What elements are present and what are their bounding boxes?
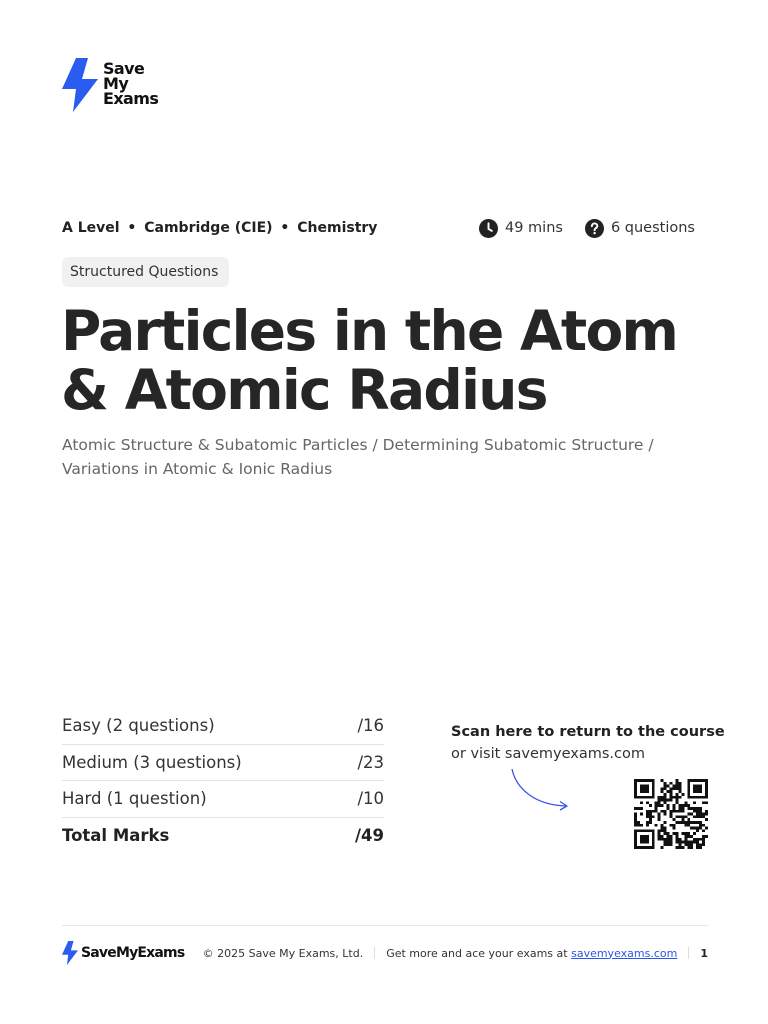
curved-arrow-icon: [508, 766, 574, 814]
time-label: 49 mins: [504, 220, 563, 236]
breadcrumb-subject: Chemistry: [297, 220, 378, 236]
breadcrumb-level: A Level: [62, 220, 120, 236]
qr-code[interactable]: [634, 779, 708, 849]
title-line: Particles in the Atom: [61, 299, 678, 363]
marks-label: Easy (2 questions): [62, 716, 215, 736]
brand-name-line: My: [103, 74, 129, 93]
brand-logo: [62, 58, 158, 112]
marks-row-easy: [62, 708, 384, 745]
marks-value: /10: [357, 789, 384, 809]
marks-row-hard: [62, 781, 384, 818]
breadcrumb-separator: •: [280, 220, 290, 236]
footer-brand-name: SaveMyExams: [81, 945, 185, 961]
clock-icon: [479, 219, 498, 238]
copyright-text: © 2025 Save My Exams, Ltd.: [202, 946, 364, 960]
lightning-bolt-icon: [62, 58, 98, 112]
brand-name-line: Exams: [103, 89, 159, 108]
breadcrumb-board: Cambridge (CIE): [144, 220, 273, 236]
footer-separator: [374, 947, 375, 959]
question-mark-icon: [585, 219, 604, 238]
marks-label: Medium (3 questions): [62, 752, 242, 772]
exam-stats: [479, 219, 695, 238]
total-value: /49: [355, 826, 384, 846]
topic-path: [62, 433, 702, 481]
breadcrumb-separator: •: [127, 220, 137, 236]
breadcrumb: [62, 220, 377, 236]
footer-cta-text: Get more and ace your exams at: [386, 946, 572, 960]
marks-row-medium: [62, 745, 384, 782]
footer-cta: [386, 947, 677, 960]
time-stat: [479, 219, 563, 238]
meta-row: [62, 218, 708, 238]
footer-separator: [688, 947, 689, 959]
page-title: [61, 299, 721, 422]
brand-name: [103, 61, 158, 106]
footer-logo: [62, 941, 184, 965]
footer-divider: [62, 925, 708, 926]
footer: [62, 940, 708, 966]
questions-stat: [585, 219, 695, 238]
page-number: 1: [700, 946, 708, 960]
title-line: & Atomic Radius: [61, 358, 547, 422]
savemyexams-link[interactable]: savemyexams.com: [571, 946, 678, 960]
marks-row-total: [62, 818, 384, 855]
question-type-badge: Structured Questions: [62, 257, 229, 287]
marks-table: [62, 708, 384, 854]
brand-name-line: Save: [103, 59, 145, 78]
marks-label: Hard (1 question): [62, 789, 207, 809]
lightning-bolt-icon: [62, 941, 78, 965]
footer-info: [203, 947, 708, 960]
marks-value: /16: [357, 716, 384, 736]
marks-value: /23: [357, 752, 384, 772]
scan-callout: [451, 721, 725, 765]
questions-label: 6 questions: [610, 220, 695, 236]
topic-line: Atomic Structure & Subatomic Particles / Determining Subatomic Structure /: [62, 436, 654, 454]
total-label: Total Marks: [62, 826, 170, 846]
scan-title: Scan here to return to the course: [451, 724, 725, 740]
topic-line: Variations in Atomic & Ionic Radius: [62, 460, 333, 478]
scan-subtitle: or visit savemyexams.com: [451, 746, 645, 762]
